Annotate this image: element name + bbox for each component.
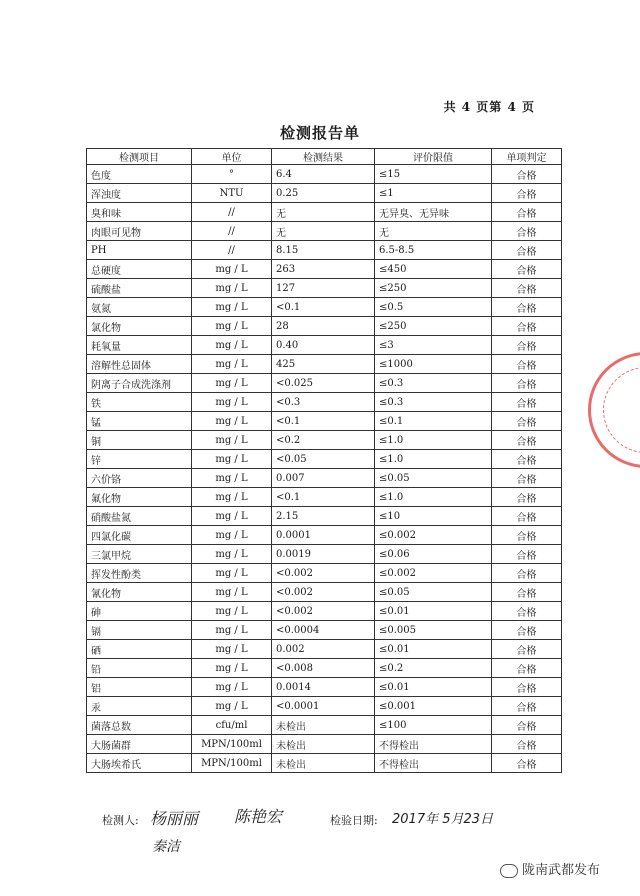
- inspector-signature-2: 陈艳宏: [234, 807, 283, 826]
- date-label: 检验日期:: [330, 814, 378, 827]
- cell-judgement: 合格: [492, 583, 562, 602]
- cell-unit: °: [192, 165, 272, 184]
- cell-item: 菌落总数: [87, 716, 192, 735]
- cell-unit: mg / L: [192, 526, 272, 545]
- table-row: [87, 184, 562, 203]
- cell-limit: ≤0.01: [375, 678, 492, 697]
- cell-judgement: 合格: [492, 241, 562, 260]
- cell-judgement: 合格: [492, 526, 562, 545]
- table-row: [87, 545, 562, 564]
- cell-result: 0.25: [272, 184, 375, 203]
- table-row: [87, 659, 562, 678]
- table-row: [87, 735, 562, 754]
- cell-limit: ≤0.05: [375, 469, 492, 488]
- cell-item: 色度: [87, 165, 192, 184]
- cell-item: 汞: [87, 697, 192, 716]
- cell-judgement: 合格: [492, 298, 562, 317]
- cell-result: <0.025: [272, 374, 375, 393]
- table-row: [87, 564, 562, 583]
- table-header-row: [87, 149, 562, 165]
- cell-item: 硒: [87, 640, 192, 659]
- cell-result: <0.002: [272, 583, 375, 602]
- table-row: [87, 203, 562, 222]
- cell-item: 氟化物: [87, 488, 192, 507]
- cell-item: 氯化物: [87, 317, 192, 336]
- table-row: [87, 526, 562, 545]
- table-row: [87, 279, 562, 298]
- cell-unit: mg / L: [192, 317, 272, 336]
- cell-unit: mg / L: [192, 279, 272, 298]
- table-row: [87, 469, 562, 488]
- cell-limit: ≤0.06: [375, 545, 492, 564]
- cell-limit: ≤0.3: [375, 374, 492, 393]
- cell-limit: ≤1000: [375, 355, 492, 374]
- cell-unit: cfu/ml: [192, 716, 272, 735]
- cell-judgement: 合格: [492, 659, 562, 678]
- cell-unit: mg / L: [192, 450, 272, 469]
- cell-result: <0.0001: [272, 697, 375, 716]
- cell-unit: mg / L: [192, 336, 272, 355]
- cell-result: <0.002: [272, 602, 375, 621]
- cell-result: 127: [272, 279, 375, 298]
- cell-judgement: 合格: [492, 697, 562, 716]
- cell-unit: mg / L: [192, 545, 272, 564]
- cell-unit: mg / L: [192, 488, 272, 507]
- cell-item: 氰化物: [87, 583, 192, 602]
- cell-judgement: 合格: [492, 165, 562, 184]
- table-row: [87, 412, 562, 431]
- table-row: [87, 678, 562, 697]
- cell-limit: ≤250: [375, 279, 492, 298]
- table-row: [87, 450, 562, 469]
- cell-limit: 不得检出: [375, 754, 492, 773]
- cell-limit: ≤0.05: [375, 583, 492, 602]
- cell-item: 耗氧量: [87, 336, 192, 355]
- cell-judgement: 合格: [492, 545, 562, 564]
- cell-result: 未检出: [272, 716, 375, 735]
- cell-limit: ≤0.005: [375, 621, 492, 640]
- cell-unit: mg / L: [192, 659, 272, 678]
- table-row: [87, 431, 562, 450]
- table-row: [87, 602, 562, 621]
- cell-unit: //: [192, 241, 272, 260]
- cell-item: 氨氮: [87, 298, 192, 317]
- cell-judgement: 合格: [492, 393, 562, 412]
- cell-item: 六价铬: [87, 469, 192, 488]
- cell-item: 铁: [87, 393, 192, 412]
- cell-judgement: 合格: [492, 640, 562, 659]
- table-row: [87, 165, 562, 184]
- table-row: [87, 374, 562, 393]
- table-row: [87, 241, 562, 260]
- cell-judgement: 合格: [492, 222, 562, 241]
- cell-limit: ≤0.002: [375, 564, 492, 583]
- cell-unit: //: [192, 203, 272, 222]
- header-result: 检测结果: [272, 149, 375, 165]
- cell-limit: ≤15: [375, 165, 492, 184]
- cell-unit: mg / L: [192, 678, 272, 697]
- cell-result: <0.1: [272, 488, 375, 507]
- table-row: [87, 488, 562, 507]
- cell-result: 0.002: [272, 640, 375, 659]
- cell-result: 8.15: [272, 241, 375, 260]
- table-row: [87, 583, 562, 602]
- table-row: [87, 621, 562, 640]
- cell-limit: ≤100: [375, 716, 492, 735]
- cell-result: 28: [272, 317, 375, 336]
- cell-limit: 不得检出: [375, 735, 492, 754]
- cell-unit: mg / L: [192, 374, 272, 393]
- footer: [102, 806, 562, 836]
- cell-unit: mg / L: [192, 602, 272, 621]
- table-row: [87, 393, 562, 412]
- cell-judgement: 合格: [492, 621, 562, 640]
- cell-judgement: 合格: [492, 412, 562, 431]
- cell-judgement: 合格: [492, 735, 562, 754]
- cell-judgement: 合格: [492, 469, 562, 488]
- cell-unit: mg / L: [192, 298, 272, 317]
- cell-limit: ≤1.0: [375, 488, 492, 507]
- cell-unit: mg / L: [192, 412, 272, 431]
- cell-result: <0.1: [272, 298, 375, 317]
- cell-result: 425: [272, 355, 375, 374]
- cell-result: 263: [272, 260, 375, 279]
- table-row: [87, 640, 562, 659]
- cell-limit: ≤0.2: [375, 659, 492, 678]
- cell-result: <0.008: [272, 659, 375, 678]
- cell-item: 肉眼可见物: [87, 222, 192, 241]
- cell-result: 0.007: [272, 469, 375, 488]
- cell-unit: NTU: [192, 184, 272, 203]
- cell-item: 臭和味: [87, 203, 192, 222]
- cell-judgement: 合格: [492, 374, 562, 393]
- table-row: [87, 507, 562, 526]
- report-table: [86, 148, 562, 773]
- cell-judgement: 合格: [492, 564, 562, 583]
- cell-result: <0.1: [272, 412, 375, 431]
- table-row: [87, 222, 562, 241]
- cell-judgement: 合格: [492, 355, 562, 374]
- cell-item: 溶解性总固体: [87, 355, 192, 374]
- cell-item: PH: [87, 241, 192, 260]
- cell-result: 无: [272, 203, 375, 222]
- cell-limit: ≤0.002: [375, 526, 492, 545]
- header-judgement: 单项判定: [492, 149, 562, 165]
- table-row: [87, 355, 562, 374]
- cell-result: 6.4: [272, 165, 375, 184]
- table-row: [87, 336, 562, 355]
- cell-limit: ≤0.5: [375, 298, 492, 317]
- table-row: [87, 697, 562, 716]
- cell-limit: ≤3: [375, 336, 492, 355]
- cell-judgement: 合格: [492, 754, 562, 773]
- header-limit: 评价限值: [375, 149, 492, 165]
- cell-item: 铝: [87, 678, 192, 697]
- cell-result: 2.15: [272, 507, 375, 526]
- cell-unit: mg / L: [192, 431, 272, 450]
- cell-judgement: 合格: [492, 336, 562, 355]
- header-item: 检测项目: [87, 149, 192, 165]
- cell-item: 挥发性酚类: [87, 564, 192, 583]
- cell-unit: mg / L: [192, 507, 272, 526]
- cell-judgement: 合格: [492, 488, 562, 507]
- cell-item: 砷: [87, 602, 192, 621]
- cell-limit: 6.5-8.5: [375, 241, 492, 260]
- cell-limit: 无异臭、无异味: [375, 203, 492, 222]
- cell-unit: mg / L: [192, 564, 272, 583]
- cell-result: <0.0004: [272, 621, 375, 640]
- cell-result: 0.0014: [272, 678, 375, 697]
- table-row: [87, 298, 562, 317]
- cell-limit: ≤10: [375, 507, 492, 526]
- cell-item: 锌: [87, 450, 192, 469]
- cell-result: <0.2: [272, 431, 375, 450]
- table-row: [87, 260, 562, 279]
- cell-judgement: 合格: [492, 450, 562, 469]
- cell-result: 0.40: [272, 336, 375, 355]
- cell-limit: ≤0.1: [375, 412, 492, 431]
- wechat-icon: [500, 864, 518, 878]
- watermark: [500, 859, 600, 878]
- cell-limit: ≤0.3: [375, 393, 492, 412]
- cell-limit: ≤1.0: [375, 450, 492, 469]
- header-unit: 单位: [192, 149, 272, 165]
- cell-judgement: 合格: [492, 184, 562, 203]
- cell-item: 铅: [87, 659, 192, 678]
- cell-unit: mg / L: [192, 583, 272, 602]
- cell-judgement: 合格: [492, 507, 562, 526]
- cell-judgement: 合格: [492, 678, 562, 697]
- cell-result: 0.0001: [272, 526, 375, 545]
- cell-item: 锰: [87, 412, 192, 431]
- cell-unit: mg / L: [192, 621, 272, 640]
- cell-limit: ≤0.01: [375, 602, 492, 621]
- cell-result: <0.002: [272, 564, 375, 583]
- cell-item: 大肠埃希氏: [87, 754, 192, 773]
- cell-result: <0.05: [272, 450, 375, 469]
- table-row: [87, 716, 562, 735]
- cell-limit: 无: [375, 222, 492, 241]
- cell-judgement: 合格: [492, 317, 562, 336]
- cell-item: 阴离子合成洗涤剂: [87, 374, 192, 393]
- cell-judgement: 合格: [492, 602, 562, 621]
- inspector-label: 检测人:: [102, 814, 139, 827]
- page-number: 共 4 页第 4 页: [443, 100, 535, 114]
- cell-unit: MPN/100ml: [192, 735, 272, 754]
- cell-item: 铜: [87, 431, 192, 450]
- cell-result: 未检出: [272, 735, 375, 754]
- cell-unit: //: [192, 222, 272, 241]
- cell-item: 硫酸盐: [87, 279, 192, 298]
- cell-item: 镉: [87, 621, 192, 640]
- cell-item: 浑浊度: [87, 184, 192, 203]
- cell-item: 四氯化碳: [87, 526, 192, 545]
- cell-unit: mg / L: [192, 469, 272, 488]
- cell-judgement: 合格: [492, 203, 562, 222]
- cell-result: 无: [272, 222, 375, 241]
- cell-limit: ≤450: [375, 260, 492, 279]
- table-row: [87, 754, 562, 773]
- cell-limit: ≤0.01: [375, 640, 492, 659]
- cell-unit: mg / L: [192, 260, 272, 279]
- report-title: 检测报告单: [279, 124, 360, 142]
- cell-result: 0.0019: [272, 545, 375, 564]
- cell-judgement: 合格: [492, 431, 562, 450]
- cell-item: 大肠菌群: [87, 735, 192, 754]
- watermark-text: 陇南武都发布: [522, 863, 601, 878]
- cell-unit: mg / L: [192, 355, 272, 374]
- cell-unit: mg / L: [192, 393, 272, 412]
- cell-unit: mg / L: [192, 697, 272, 716]
- table-body: [87, 165, 562, 773]
- inspector-signature-3: 秦洁: [152, 839, 180, 855]
- cell-limit: ≤1: [375, 184, 492, 203]
- cell-item: 硝酸盐氮: [87, 507, 192, 526]
- cell-unit: MPN/100ml: [192, 754, 272, 773]
- cell-limit: ≤250: [375, 317, 492, 336]
- cell-judgement: 合格: [492, 260, 562, 279]
- cell-item: 总硬度: [87, 260, 192, 279]
- cell-unit: mg / L: [192, 640, 272, 659]
- red-seal-stamp: [588, 352, 640, 468]
- cell-judgement: 合格: [492, 716, 562, 735]
- cell-item: 三氯甲烷: [87, 545, 192, 564]
- cell-result: <0.3: [272, 393, 375, 412]
- cell-limit: ≤1.0: [375, 431, 492, 450]
- inspector-signature-1: 杨丽丽: [150, 809, 199, 828]
- table-row: [87, 317, 562, 336]
- cell-limit: ≤0.001: [375, 697, 492, 716]
- date-value: 2017年 5月23日: [392, 812, 494, 827]
- cell-result: 未检出: [272, 754, 375, 773]
- cell-judgement: 合格: [492, 279, 562, 298]
